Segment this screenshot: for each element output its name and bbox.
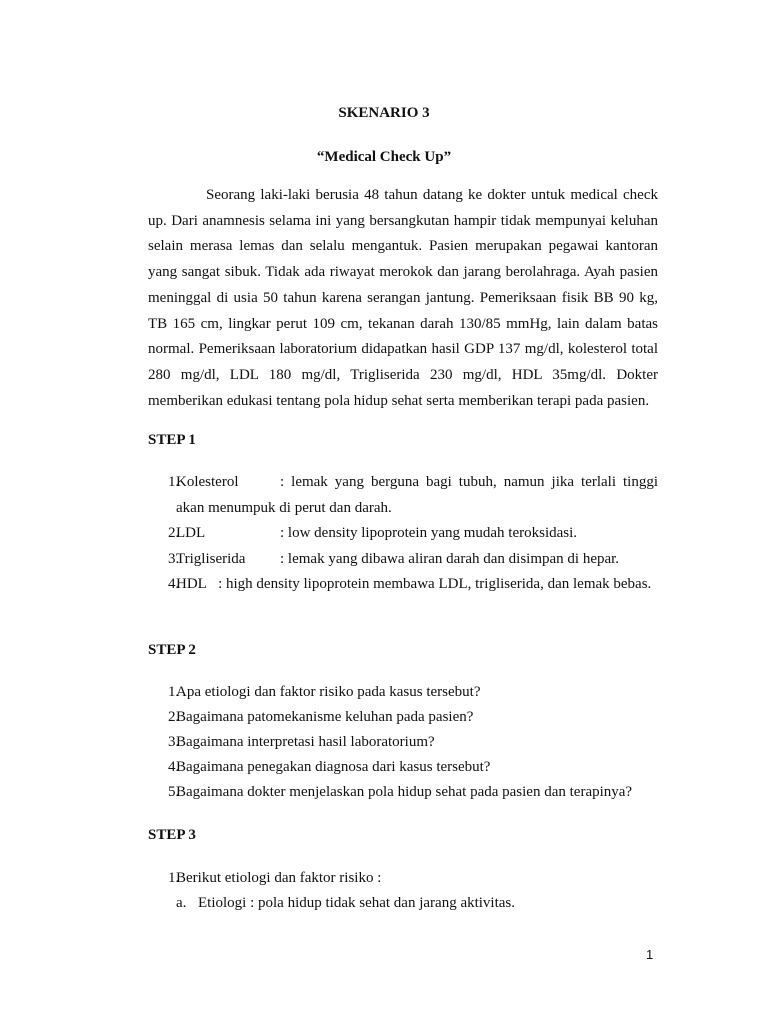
term-definition: : high density lipoprotein membawa LDL, trigliserida, dan lemak bebas.	[218, 576, 652, 592]
step1-heading: STEP 1	[148, 432, 196, 448]
list-item	[148, 547, 658, 573]
sublist-text: Etiologi : pola hidup tidak sehat dan jarang aktivitas.	[198, 895, 516, 911]
list-item	[148, 572, 658, 598]
term-definition: : low density lipoprotein yang mudah teroksidasi.	[280, 525, 578, 541]
list-number: 4.	[168, 576, 180, 592]
scenario-subtitle: “Medical Check Up”	[316, 149, 452, 165]
scenario-title: SKENARIO 3	[338, 105, 430, 121]
question-text: Bagaimana interpretasi hasil laboratorium?	[176, 734, 435, 750]
list-number: 2.	[168, 709, 180, 725]
sublist-item	[176, 891, 658, 916]
sublist-letter: a.	[176, 895, 187, 911]
list-item	[148, 780, 658, 805]
term-label: Kolesterol	[176, 474, 239, 490]
list-number: 1.	[168, 684, 180, 700]
page-number: 1	[646, 947, 654, 962]
list-number: 3.	[168, 734, 180, 750]
answer-text: Berikut etiologi dan faktor risiko :	[176, 870, 382, 886]
list-item	[148, 866, 658, 916]
step3-sublist	[176, 891, 658, 916]
question-text: Bagaimana dokter menjelaskan pola hidup sehat pada pasien dan terapinya?	[176, 784, 633, 800]
question-text: Bagaimana patomekanisme keluhan pada pasien?	[176, 709, 474, 725]
list-number: 1.	[168, 474, 180, 490]
term-label: HDL	[176, 576, 207, 592]
list-number: 3.	[168, 550, 180, 567]
question-text: Bagaimana penegakan diagnosa dari kasus tersebut?	[176, 759, 491, 775]
term-definition: : lemak yang berguna bagi tubuh, namun jika terlali tinggi akan menumpuk di perut dan darah.	[176, 474, 658, 516]
term-label: Trigliserida	[176, 550, 246, 567]
list-item	[148, 521, 658, 547]
question-text: Apa etiologi dan faktor risiko pada kasus tersebut?	[176, 684, 481, 700]
list-item	[148, 680, 658, 705]
list-item	[148, 730, 658, 755]
step2-heading: STEP 2	[148, 642, 196, 658]
term-definition: : lemak yang dibawa aliran darah dan disimpan di hepar.	[280, 550, 620, 567]
list-item	[148, 755, 658, 780]
step3-heading: STEP 3	[148, 827, 196, 843]
intro-paragraph: Seorang laki-laki berusia 48 tahun datang ke dokter untuk medical check up. Dari anamnesis selama ini yang bersangkutan hampir tidak mempunyai keluhan selain merasa lemas dan selalu mengantuk. Pasien merupakan pegawai kantoran yang sangat sibuk. Tidak ada riwayat merokok dan jarang berolahraga. Ayah pasien meninggal di usia 50 tahun karena serangan jantung. Pemeriksaan fisik BB 90 kg, TB 165 cm, lingkar perut 109 cm, tekanan darah 130/85 mmHg, lain dalam batas normal. Pemeriksaan laboratorium didapatkan hasil GDP 137 mg/dl, kolesterol total 280 mg/dl, LDL 180 mg/dl, Trigliserida 230 mg/dl, HDL 35mg/dl. Dokter memberikan edukasi tentang pola hidup sehat serta memberikan terapi pada pasien.	[148, 187, 658, 409]
list-item	[148, 705, 658, 730]
step1-term-list	[148, 470, 658, 598]
list-number: 2.	[168, 525, 180, 541]
list-number: 1.	[168, 870, 180, 886]
list-number: 5.	[168, 784, 180, 800]
term-label: LDL	[176, 525, 206, 541]
step3-answer-list	[148, 866, 658, 916]
list-number: 4.	[168, 759, 180, 775]
list-item	[148, 470, 658, 521]
step2-question-list	[148, 680, 658, 805]
